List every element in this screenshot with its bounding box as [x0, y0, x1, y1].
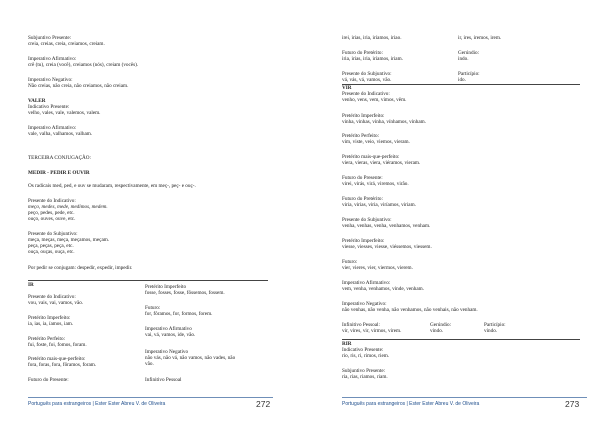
- text-line: vou, vais, vai, vamos, vão.: [28, 300, 84, 306]
- verb-heading-medir-pedir-ouvir: MEDIR - PEDIR E OUVIR: [28, 170, 90, 176]
- heading-participio: Particípio:: [458, 71, 480, 77]
- verb-heading-ir: IR: [28, 282, 34, 288]
- verb-heading-rir: RIR: [342, 341, 352, 347]
- text-line: vindo.: [430, 328, 444, 334]
- text-line: fosse, fosses, fosse, fôssemos, fossem.: [145, 290, 225, 296]
- heading-presente-subjuntivo: Presente do Subjuntivo:: [342, 71, 392, 77]
- heading-futuro-preterito: Futuro do Pretérito:: [342, 196, 383, 202]
- page-number: 273: [565, 399, 580, 409]
- divider: [342, 339, 580, 340]
- heading-gerundio: Gerúndio:: [430, 322, 452, 328]
- heading-presente-subjuntivo: Presente do Subjuntivo:: [28, 231, 78, 237]
- divider: [342, 84, 580, 85]
- section-title-terceira-conjugacao: TERCEIRA CONJUGAÇÃO:: [28, 155, 91, 161]
- heading-indicativo-presente: Indicativo Presente:: [342, 347, 384, 353]
- heading-imperativo-afirmativo: Imperativo Afirmativo:: [28, 56, 77, 62]
- text-line: vinha, vinhas, vinha, vínhamos, vinham.: [342, 119, 426, 125]
- text-line: meça, meças, meça, meçamos, meçam.: [28, 237, 110, 243]
- text-line: peço, pedes, pede, etc.: [28, 210, 75, 216]
- heading-preterito-imperfeito: Pretérito Imperfeito:: [342, 238, 385, 244]
- heading-infinitivo-pessoal: Infinitivo Pessoal: [145, 377, 182, 383]
- text-line: for, fôramos, for, formos, forem.: [145, 311, 213, 317]
- text-line: viera, vieras, viera, viéramos, vieram.: [342, 160, 421, 166]
- heading-preterito-mais-que-perfeito: Pretérito mais-que-perfeito:: [28, 356, 86, 362]
- right-page: [300, 0, 600, 424]
- text-line: vir, vires, vir, virmos, virem.: [342, 328, 402, 334]
- text-line: venha, venhas, venha, venhamos, venham.: [342, 223, 431, 229]
- heading-participio: Particípio:: [484, 322, 506, 328]
- text-line: irei, irias, iria, iríamos, iriao.: [342, 35, 402, 41]
- heading-futuro-presente: Futuro do Presente:: [28, 377, 69, 383]
- heading-imperativo-negativo: Imperativo Negativo:: [28, 77, 73, 83]
- heading-futuro-preterito: Futuro do Pretérito:: [342, 50, 383, 56]
- heading-presente-indicativo: Presente do Indicativo:: [28, 294, 76, 300]
- heading-futuro: Futuro:: [145, 305, 161, 311]
- heading-preterito-imperfeito: Pretérito Imperfeito: [145, 284, 187, 290]
- text-line: ouça, ouças, ouça, etc.: [28, 249, 75, 255]
- heading-infinitivo-pessoal: Infinitivo Pessoal:: [342, 322, 380, 328]
- text-line: peça, peças, peça, etc.: [28, 243, 74, 249]
- text-line: Por pedir se conjugam: despedir, expedir, impedir.: [28, 265, 133, 271]
- text-line: vá, vás, vá, vamos, vão.: [342, 77, 392, 83]
- text-line: ia, ias, ia, íamos, iam.: [28, 321, 74, 327]
- text-line: Os radicais med, ped, e ouv se mudaram, respectivamente, em meç-, peç- e ouç-.: [28, 183, 196, 189]
- heading-imperativo-negativo: Imperativo Negativo:: [342, 301, 387, 307]
- text-line: não vás, não vá, não vamos, não vades, não: [145, 355, 236, 361]
- footer-text: Português para estrangeiros | Ester Ester Abreu V. de Oliveira: [342, 401, 480, 407]
- heading-presente-indicativo: Presente do Indicativo:: [28, 198, 76, 204]
- text-line: viria, virias, viria, viríamos, viriam.: [342, 202, 416, 208]
- heading-imperativo-afirmativo: Imperativo Afirmativo:: [342, 280, 391, 286]
- text-line: velho, vales, vale, valemos, valem.: [28, 110, 101, 116]
- heading-indicativo-presente: Indicativo Presente:: [28, 104, 70, 110]
- footer-rule: [342, 397, 587, 398]
- text-line: fui, foste, foi, fomos, foram.: [28, 342, 87, 348]
- text-line: vindo.: [484, 328, 498, 334]
- heading-preterito-imperfeito: Pretérito Imperfeito:: [28, 315, 71, 321]
- text-line: vai, vá, vamos, ide, vão.: [145, 332, 196, 338]
- text-line: viesse, viesses, viesse, viéssemos, viessem.: [342, 244, 432, 250]
- verb-heading-vir: VIR: [342, 85, 352, 91]
- heading-subjuntivo-presente: Subjuntivo Presente:: [28, 35, 72, 41]
- text-line: creia, creias, creia, creiamos, creiam.: [28, 41, 105, 47]
- footer-text: Português para estrangeiros | Ester Ester Abreu V. de Oliveira: [28, 401, 166, 407]
- heading-imperativo-negativo: Imperativo Negativo: [145, 349, 189, 355]
- text-line: vier, vieres, vier, viermos, vierem.: [342, 265, 413, 271]
- heading-futuro: Futuro:: [342, 259, 358, 265]
- divider: [28, 280, 268, 281]
- heading-gerundio: Gerúndio:: [458, 50, 480, 56]
- text-line: virei, virás, virá, viremos, virão.: [342, 181, 409, 187]
- text-line: meço, medes, mede, medimos, medem.: [28, 204, 108, 210]
- text-line: indo.: [458, 56, 469, 62]
- text-line: rio, ris, ri, rimos, riem.: [342, 353, 390, 359]
- text-line: vão.: [145, 361, 154, 367]
- text-line: ir, ires, iremos, irem.: [458, 35, 502, 41]
- text-line: venho, vens, vem, vimos, vêm.: [342, 97, 407, 103]
- text-line: fora, foras, fora, fôramos, foram.: [28, 362, 97, 368]
- text-line: ido.: [458, 77, 466, 83]
- text-line: não venhas, não venha, não venhamos, não venhais, não venham.: [342, 307, 478, 313]
- page-number: 272: [256, 399, 271, 409]
- text-line: vem, venha, venhamos, vinde, venham.: [342, 286, 424, 292]
- verb-heading-valer: VALER: [28, 98, 46, 104]
- heading-futuro-presente: Futuro do Presente:: [342, 175, 383, 181]
- heading-subjuntivo-presente: Subjuntivo Presente:: [342, 368, 386, 374]
- text-line: Não creias, não creia, não creiamos, não creiam.: [28, 83, 129, 89]
- heading-imperativo-afirmativo: Imperativo Afirmativo:: [28, 125, 77, 131]
- heading-imperativo-afirmativo: Imperativo Afirmativo: [145, 326, 192, 332]
- text-line: ouço, ouves, ouve, etc.: [28, 216, 76, 222]
- text-line: vim, viste, veio, viemos, vieram.: [342, 139, 410, 145]
- text-line: ria, rias, riamos, riam.: [342, 374, 388, 380]
- heading-preterito-mais-que-perfeito: Pretérito mais-que-perfeito:: [342, 154, 400, 160]
- heading-presente-indicativo: Presente do Indicativo:: [342, 91, 390, 97]
- heading-preterito-imperfeito: Pretérito Imperfeito:: [342, 113, 385, 119]
- text-line: iria, irias, iria, iríamos, iriam.: [342, 56, 403, 62]
- heading-presente-subjuntivo: Presente do Subjuntivo:: [342, 217, 392, 223]
- text-line: crê (tu), creia (você), creiamos (nós), creiam (vocês).: [28, 62, 139, 68]
- footer-rule: [28, 397, 273, 398]
- text-line: vale, valha, valhamos, valham.: [28, 131, 93, 137]
- heading-preterito-perfeito: Pretérito Perfeito:: [28, 336, 66, 342]
- heading-preterito-perfeito: Pretérito Perfeito:: [342, 133, 380, 139]
